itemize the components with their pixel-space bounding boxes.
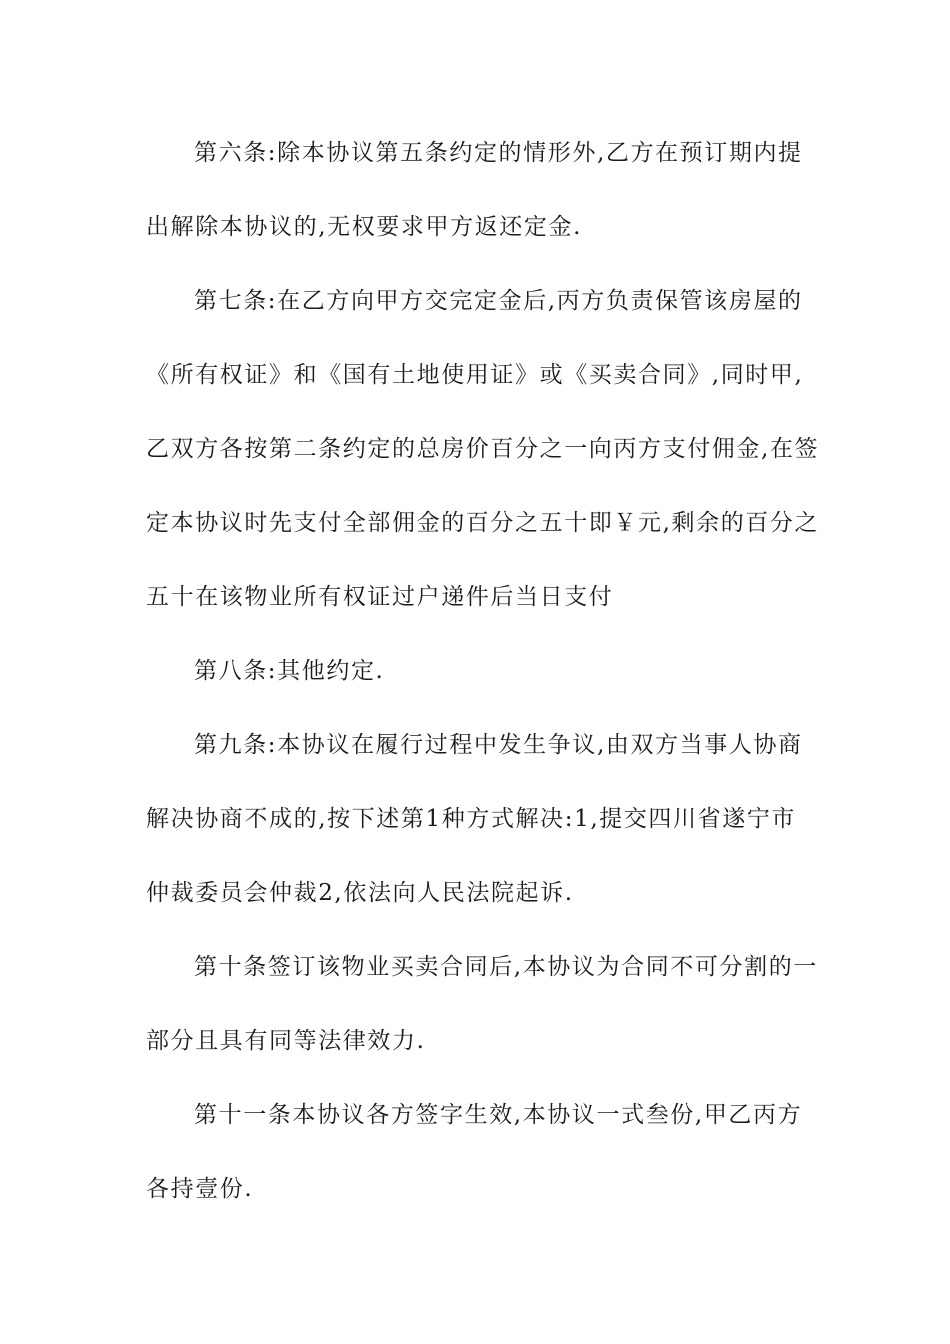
article-10-line-2: 部分且具有同等法律效力. xyxy=(146,1028,426,1054)
article-7-line-4: 定本协议时先支付全部佣金的百分之五十即￥元,剩余的百分之 xyxy=(146,510,820,536)
article-7-line-1: 第七条:在乙方向甲方交完定金后,丙方负责保管该房屋的 xyxy=(194,288,803,314)
article-9-line-1: 第九条:本协议在履行过程中发生争议,由双方当事人协商 xyxy=(194,732,803,758)
article-7-line-3: 乙双方各按第二条约定的总房价百分之一向丙方支付佣金,在签 xyxy=(146,436,820,462)
article-6-line-2: 出解除本协议的,无权要求甲方返还定金. xyxy=(146,214,583,240)
article-9-line-3: 仲裁委员会仲裁2,依法向人民法院起诉. xyxy=(146,880,574,906)
article-7-line-5: 五十在该物业所有权证过户递件后当日支付 xyxy=(146,584,614,610)
article-8-line-1: 第八条:其他约定. xyxy=(194,658,385,684)
article-9-line-2: 解决协商不成的,按下述第1种方式解决:1,提交四川省遂宁市 xyxy=(146,806,797,832)
article-7-line-2: 《所有权证》和《国有土地使用证》或《买卖合同》,同时甲, xyxy=(146,362,804,388)
article-11-line-1: 第十一条本协议各方签字生效,本协议一式叁份,甲乙丙方 xyxy=(194,1102,803,1128)
article-10-line-1: 第十条签订该物业买卖合同后,本协议为合同不可分割的一 xyxy=(194,954,818,980)
article-6-line-1: 第六条:除本协议第五条约定的情形外,乙方在预订期内提 xyxy=(194,140,803,166)
article-11-line-2: 各持壹份. xyxy=(146,1176,254,1202)
